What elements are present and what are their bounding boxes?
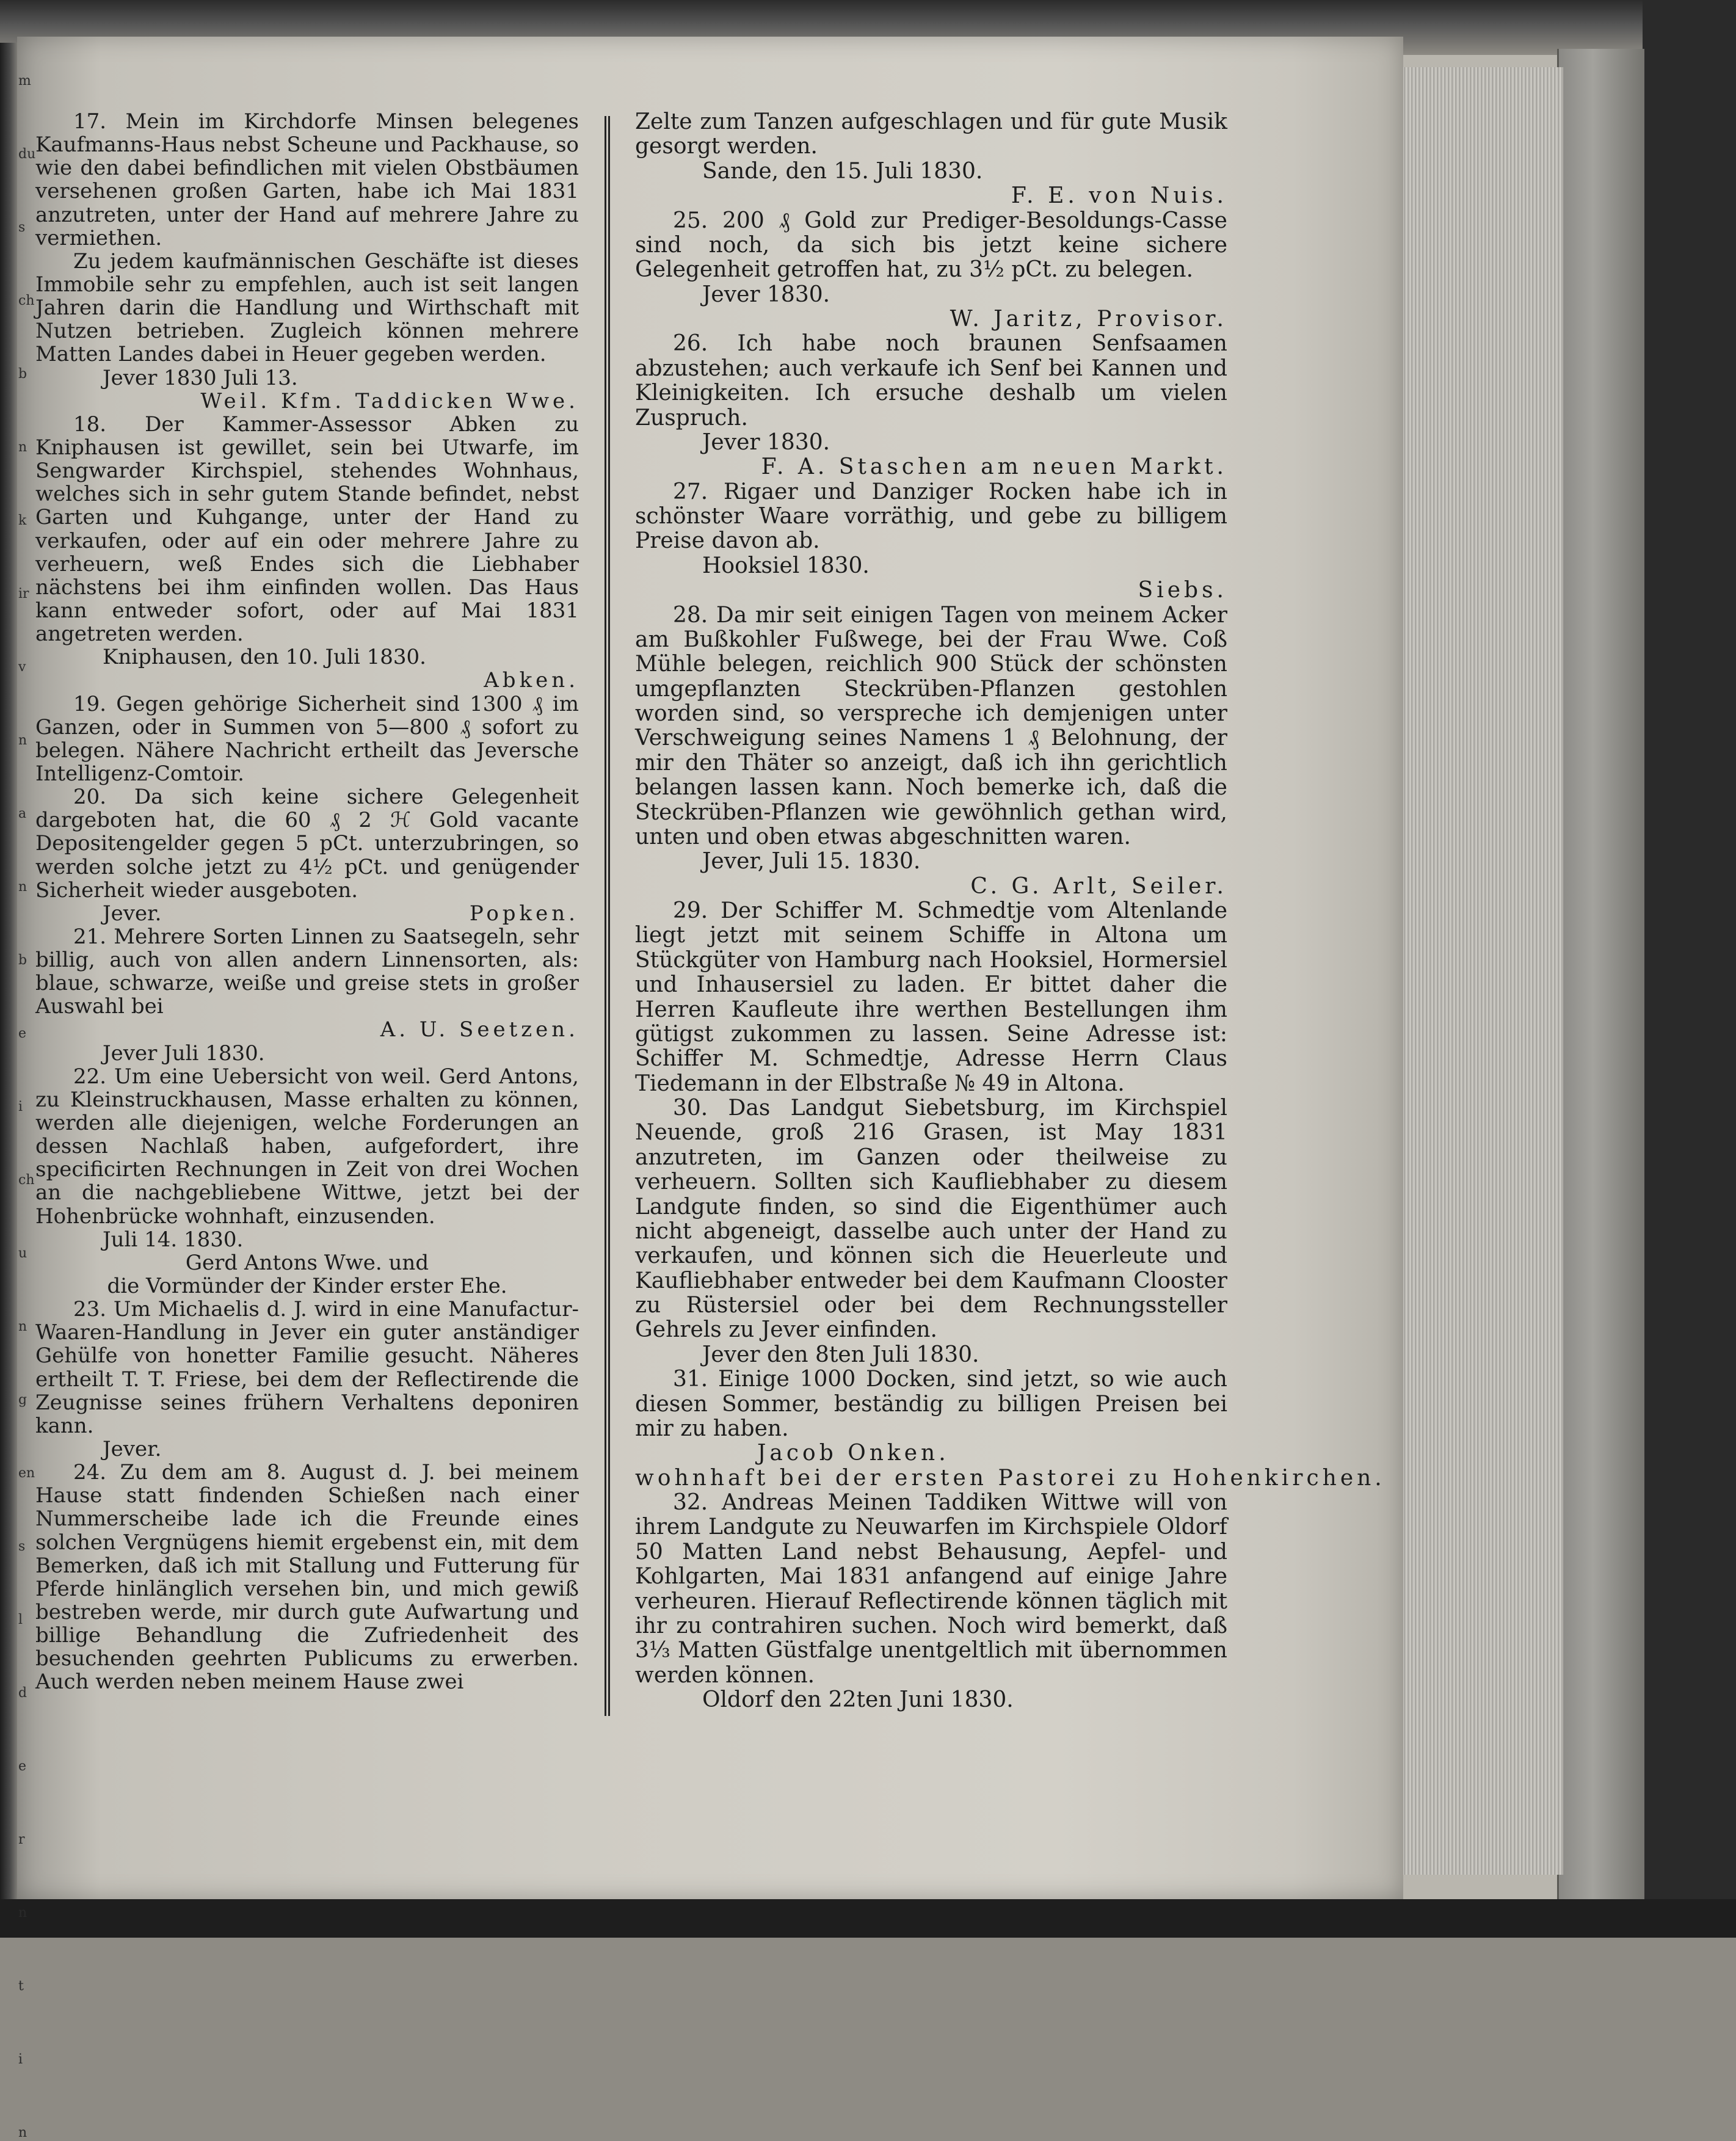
margin-fragment: e bbox=[18, 1026, 27, 1041]
margin-fragment: n bbox=[18, 733, 27, 748]
notice-paragraph: 29. Der Schiffer M. Schmedtje vom Altenlande liegt jetzt mit seinem Schiffe in Altona um Stückgüter von Hamburg nach Hooksiel, Hormersiel und Inhausersiel zu laden. Er bittet daher die Herren Kaufleute ihre werthen Bestellungen ihm gütigst zukommen zu lassen. Seine Adresse ist: Schiffer M. Schmedtje, Adresse Herrn Claus Tiedemann in der Elbstraße № 49 in Altona. bbox=[635, 898, 1227, 1096]
signer-name: Weil. Kfm. Taddicken Wwe. bbox=[200, 388, 579, 413]
divider-rule-1 bbox=[605, 116, 606, 1716]
dark-background bbox=[1643, 0, 1736, 1938]
signer-name: A. U. Seetzen. bbox=[380, 1017, 579, 1042]
notice-paragraph: 22. Um eine Uebersicht von weil. Gerd Antons, zu Kleinstruckhausen, Masse erhalten zu können, werden alle diejenigen, welche Forderungen an dessen Nachlaß haben, aufgefordert, ihre specificirten Rechnungen in Zeit von drei Wochen an die nachgebliebene Wittwe, jetzt bei der Hohenbrücke wohnhaft, einzusenden. bbox=[35, 1064, 579, 1229]
left-column bbox=[35, 110, 579, 1694]
place-date-line: Jever Juli 1830. bbox=[103, 1041, 265, 1066]
margin-fragment: ch bbox=[18, 293, 35, 308]
notice-paragraph: 20. Da sich keine sichere Gelegenheit dargeboten hat, die 60 ₰ 2 ℋ Gold vacante Depositengelder gegen 5 pCt. unterzubringen, so werden solche jetzt zu 4½ pCt. und genügender Sicherheit wieder ausgeboten. bbox=[35, 785, 579, 903]
margin-fragment: ch bbox=[18, 1172, 35, 1188]
margin-fragment: n bbox=[18, 2125, 27, 2140]
margin-fragment: d bbox=[18, 1685, 27, 1701]
notice-paragraph: 17. Mein im Kirchdorfe Minsen belegenes Kaufmanns-Haus nebst Scheune und Packhause, so wie den dabei befindlichen mit vielen Obstbäumen versehenen großen Garten, habe ich Mai 1831 anzutreten, unter der Hand auf mehrere Jahre zu vermiethen. bbox=[35, 109, 579, 250]
place-date-line: Jever den 8ten Juli 1830. bbox=[702, 1342, 979, 1367]
signer-name: C. G. Arlt, Seiler. bbox=[970, 873, 1227, 899]
margin-fragment: e bbox=[18, 1759, 27, 1774]
notice-paragraph-continued: Zelte zum Tanzen aufgeschlagen und für gute Musik gesorgt werden. bbox=[635, 109, 1227, 159]
margin-fragment: i bbox=[18, 1099, 23, 1114]
previous-page-edge bbox=[0, 43, 17, 1899]
notice-paragraph: 21. Mehrere Sorten Linnen zu Saatsegeln, sehr billig, auch von allen andern Linnensorten, als: blaue, schwarze, weiße und greise stets in großer Auswahl bei bbox=[35, 924, 579, 1019]
place-date-line: Juli 14. 1830. bbox=[103, 1227, 244, 1252]
place-date-line: Jever, Juli 15. 1830. bbox=[702, 849, 921, 874]
signer-line: die Vormünder der Kinder erster Ehe. bbox=[107, 1274, 507, 1299]
margin-fragment: v bbox=[18, 660, 26, 675]
margin-fragment: n bbox=[18, 440, 27, 455]
right-column bbox=[635, 109, 1386, 1712]
place-label: Jever. bbox=[103, 901, 162, 926]
margin-fragment: k bbox=[18, 513, 27, 528]
divider-rule-2 bbox=[608, 116, 610, 1716]
notice-paragraph: Zu jedem kaufmännischen Geschäfte ist dieses Immobile sehr zu empfehlen, auch ist seit langen Jahren darin die Handlung und Wirthschaft mit Nutzen betrieben. Zugleich können mehrere Matten Landes dabei in Heuer gegeben werden. bbox=[35, 249, 579, 367]
notice-paragraph: 24. Zu dem am 8. August d. J. bei meinem Hause statt findenden Schießen nach einer Nummerscheibe lade ich die Freunde eines solchen Vergnügens hiemit ergebenst ein, mit dem Bemerken, daß ich mit Stallung und Futterung für Pferde hinlänglich versehen bin, und mich gewiß bestreben werde, mir durch gute Aufwartung und billige Behandlung die Zufriedenheit des besuchenden geehrten Publicums zu erwerben. Auch werden neben meinem Hause zwei bbox=[35, 1460, 579, 1695]
notice-paragraph: 28. Da mir seit einigen Tagen von meinem Acker am Bußkohler Fußwege, bei der Frau Wwe. Coß Mühle belegen, reichlich 900 Stück der schönsten umgepflanzten Steckrüben-Pflanzen gestohlen worden sind, so verspreche ich demjenigen unter Verschweigung seines Namens 1 ₰ Belohnung, der mir den Thäter so anzeigt, daß ich ihn gerichtlich belangen lassen kann. Noch bemerke ich, daß die Steckrüben-Pflanzen wie gewöhnlich gethan wird, unten und oben etwas abgeschnitten waren. bbox=[635, 602, 1227, 849]
notice-paragraph: 18. Der Kammer-Assessor Abken zu Kniphausen ist gewillet, sein bei Utwarfe, im Sengwarder Kirchspiel, stehendes Wohnhaus, welches sich in sehr gutem Stande befindet, nebst Garten und Kuhgange, unter der Hand zu verkaufen, oder auf ein oder mehrere Jahre zu verheuern, weß Endes sich die Liebhaber nächstens bei ihm einfinden wollen. Das Haus kann entweder sofort, oder auf Mai 1831 angetreten werden. bbox=[35, 412, 579, 647]
place-date-line: Jever 1830. bbox=[702, 282, 830, 307]
notice-paragraph: 32. Andreas Meinen Taddiken Wittwe will von ihrem Landgute zu Neuwarfen im Kirchspiele Oldorf 50 Matten Land nebst Behausung, Aepfel- und Kohlgarten, Mai 1831 anfangend auf einige Jahre verheuren. Hierauf Reflectirende können täglich mit ihr zu contrahiren suchen. Noch wird bemerkt, daß 3⅓ Matten Güstfalge unentgeltlich mit übernommen werden können. bbox=[635, 1490, 1227, 1688]
margin-fragment: l bbox=[18, 1612, 23, 1627]
place-date-line: Oldorf den 22ten Juni 1830. bbox=[702, 1687, 1014, 1712]
signer-name: Siebs. bbox=[1138, 578, 1227, 603]
margin-fragment: a bbox=[18, 806, 27, 821]
bottom-background bbox=[0, 1899, 1736, 1938]
notice-paragraph: 19. Gegen gehörige Sicherheit sind 1300 ₰ im Ganzen, oder in Summen von 5—800 ₰ sofort zu belegen. Nähere Nachricht ertheilt das Jeversche Intelligenz-Comtoir. bbox=[35, 691, 579, 786]
place-date-line: Sande, den 15. Juli 1830. bbox=[702, 158, 983, 184]
place-date-line: Jever 1830. bbox=[702, 429, 830, 455]
signer-line: Gerd Antons Wwe. und bbox=[185, 1250, 429, 1275]
margin-fragment: b bbox=[18, 366, 27, 382]
margin-fragment: i bbox=[18, 2052, 23, 2067]
margin-fragment: n bbox=[18, 1319, 27, 1334]
place-date-line: Jever. bbox=[103, 1437, 162, 1462]
signer-name: wohnhaft bei der ersten Pastorei zu Hohenkirchen. bbox=[635, 1465, 1386, 1491]
notice-paragraph: 23. Um Michaelis d. J. wird in eine Manufactur-Waaren-Handlung in Jever ein guter anständiger Gehülfe von honetter Familie gesucht. Näheres ertheilt T. T. Friese, bei dem der Reflectirende die Zeugnisse seines frühern Verhaltens deponiren kann. bbox=[35, 1297, 579, 1438]
signature-line bbox=[35, 902, 579, 925]
signer-name: F. A. Staschen am neuen Markt. bbox=[761, 454, 1227, 480]
margin-fragment: s bbox=[18, 220, 26, 235]
margin-fragment: u bbox=[18, 1246, 27, 1261]
margin-fragment: n bbox=[18, 879, 27, 895]
margin-fragment: b bbox=[18, 953, 27, 968]
margin-fragment: ir bbox=[18, 586, 29, 602]
margin-fragment: m bbox=[18, 73, 31, 89]
margin-fragment: n bbox=[18, 1905, 27, 1921]
margin-fragment: r bbox=[18, 1832, 25, 1847]
margin-fragment: t bbox=[18, 1979, 24, 1994]
place-date-line: Kniphausen, den 10. Juli 1830. bbox=[103, 645, 426, 670]
notice-paragraph: 25. 200 ₰ Gold zur Prediger-Besoldungs-Casse sind noch, da sich bis jetzt keine sichere Gelegenheit getroffen hat, zu 3½ pCt. zu belegen. bbox=[635, 208, 1227, 283]
signer-name: F. E. von Nuis. bbox=[1011, 183, 1227, 209]
signer-name: Jacob Onken. bbox=[757, 1441, 950, 1466]
book-cover-edge bbox=[1557, 49, 1644, 1899]
notice-paragraph: 30. Das Landgut Siebetsburg, im Kirchspiel Neuende, groß 216 Grasen, ist May 1831 anzutreten, im Ganzen oder theilweise zu verheuern. Sollten sich Kaufliebhaber zu diesem Landgute finden, so sind die Eigenthümer auch nicht abgeneigt, dasselbe auch unter der Hand zu verkaufen, und können sich die Heuerleute und Kaufliebhaber entweder bei dem Kaufmann Clooster zu Rüstersiel oder bei dem Rechnungssteller Gehrels zu Jever einfinden. bbox=[635, 1096, 1227, 1343]
place-date-line: Hooksiel 1830. bbox=[702, 553, 870, 578]
column-divider bbox=[605, 116, 611, 1716]
notice-paragraph: 27. Rigaer und Danziger Rocken habe ich in schönster Waare vorräthig, und gebe zu billigem Preise davon ab. bbox=[635, 479, 1227, 554]
page-stack-edge bbox=[1398, 67, 1563, 1875]
margin-fragment: g bbox=[18, 1392, 27, 1408]
margin-fragment: en bbox=[18, 1466, 35, 1481]
signer-name: Popken. bbox=[469, 901, 579, 926]
notice-paragraph: 26. Ich habe noch braunen Senfsaamen abzustehen; auch verkaufe ich Senf bei Kannen und Kleinigkeiten. Ich ersuche deshalb um vielen Zuspruch. bbox=[635, 331, 1227, 431]
signer-name: W. Jaritz, Provisor. bbox=[950, 307, 1227, 332]
signer-name: Abken. bbox=[484, 668, 579, 693]
place-date-line: Jever 1830 Juli 13. bbox=[103, 365, 298, 390]
notice-paragraph: 31. Einige 1000 Docken, sind jetzt, so wie auch diesen Sommer, beständig zu billigen Preisen bei mir zu haben. bbox=[635, 1367, 1227, 1441]
margin-fragment: du bbox=[18, 147, 36, 162]
margin-fragment: s bbox=[18, 1539, 26, 1554]
